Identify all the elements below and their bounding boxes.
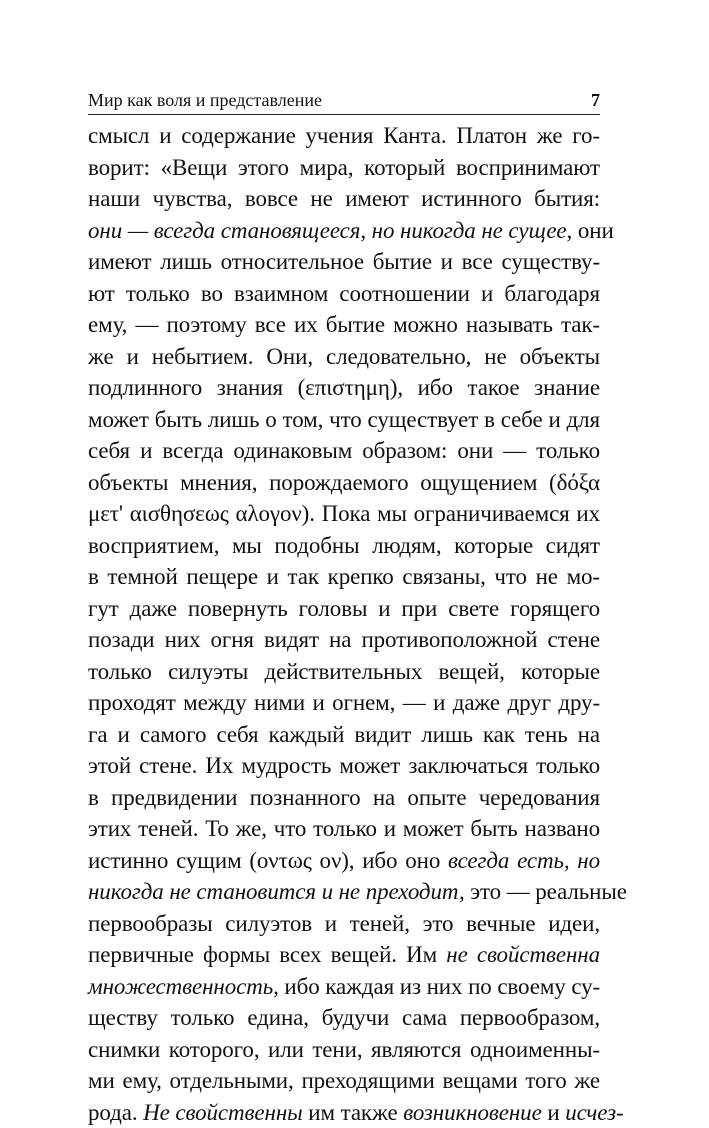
italic-text-segment: они — всегда становящееся, но никогда не сущее, — [88, 218, 572, 243]
text-line — [88, 246, 600, 278]
text-segment: наши чувства, вовсе не имеют истинного бытия: — [88, 186, 600, 211]
text-segment: позади них огня видят на противоположной стене — [88, 627, 600, 652]
text-segment: восприятием, мы подобны людям, которые сидят — [88, 533, 600, 558]
text-segment: истинно сущим (οντως ον), ибо оно — [88, 848, 448, 873]
text-line — [88, 404, 600, 436]
text-line — [88, 1065, 600, 1097]
text-line — [88, 624, 600, 656]
text-line — [88, 498, 600, 530]
text-line — [88, 1097, 600, 1128]
running-header — [88, 86, 600, 115]
running-title: Мир как воля и представление — [88, 86, 322, 114]
text-line — [88, 782, 600, 814]
text-segment: ворит: «Вещи этого мира, который воспринимают — [88, 155, 600, 180]
page-number: 7 — [591, 86, 600, 114]
text-line — [88, 341, 600, 373]
text-line — [88, 813, 600, 845]
book-page — [88, 86, 600, 1086]
text-line — [88, 939, 600, 971]
text-segment: проходят между ними и огнем, — и даже друг дру- — [88, 690, 600, 715]
text-segment: μετ' αισθησεως αλογον). Пока мы ограничиваемся их — [88, 501, 600, 526]
text-segment: снимки которого, или тени, являются одноименны- — [88, 1037, 600, 1062]
text-line — [88, 372, 600, 404]
text-segment: в темной пещере и так крепко связаны, что не мо- — [88, 564, 600, 589]
body-text — [88, 120, 600, 1128]
text-line — [88, 1034, 600, 1066]
text-line — [88, 719, 600, 751]
text-line — [88, 435, 600, 467]
text-segment: же и небытием. Они, следовательно, не объекты — [88, 344, 600, 369]
text-segment: имеют лишь относительное бытие и все существу- — [88, 249, 600, 274]
text-line — [88, 971, 600, 1003]
text-line — [88, 215, 600, 247]
text-segment: рода. — [88, 1100, 143, 1125]
text-line — [88, 593, 600, 625]
italic-text-segment: Не свойственны — [143, 1100, 302, 1125]
text-segment: они — [572, 218, 613, 243]
text-segment: ют только во взаимном соотношении и благодаря — [88, 281, 600, 306]
italic-text-segment: не свойственна — [446, 942, 600, 967]
text-line — [88, 1002, 600, 1034]
text-segment: этой стене. Их мудрость может заключаться только — [88, 753, 600, 778]
text-line — [88, 309, 600, 341]
text-segment: первообразы силуэтов и теней, это вечные идеи, — [88, 911, 600, 936]
text-line — [88, 120, 600, 152]
text-segment: га и самого себя каждый видит лишь как тень на — [88, 722, 600, 747]
text-line — [88, 467, 600, 499]
text-line — [88, 845, 600, 877]
text-segment: и — [542, 1100, 566, 1125]
text-segment: ему, — поэтому все их бытие можно называть так- — [88, 312, 600, 337]
text-segment: гут даже повернуть головы и при свете горящего — [88, 596, 600, 621]
text-segment: первичные формы всех вещей. Им — [88, 942, 446, 967]
text-line — [88, 750, 600, 782]
text-segment: ми ему, отдельными, преходящими вещами того же — [88, 1068, 600, 1093]
text-segment: этих теней. То же, что только и может быть названо — [88, 816, 600, 841]
text-line — [88, 152, 600, 184]
text-segment: только силуэты действительных вещей, которые — [88, 659, 600, 684]
text-line — [88, 561, 600, 593]
italic-text-segment: возникновение — [403, 1100, 541, 1125]
text-segment: это — реальные — [465, 879, 627, 904]
text-line — [88, 278, 600, 310]
text-segment: себя и всегда одинаковым образом: они — только — [88, 438, 600, 463]
text-segment: им также — [303, 1100, 404, 1125]
text-line — [88, 876, 600, 908]
italic-text-segment: множественность, — [88, 974, 279, 999]
text-segment: может быть лишь о том, что существует в себе и для — [88, 407, 600, 432]
text-segment: подлинного знания (επιστημη), ибо такое знание — [88, 375, 600, 400]
text-line — [88, 183, 600, 215]
text-segment: ществу только едина, будучи сама первообразом, — [88, 1005, 600, 1030]
text-segment: ибо каждая из них по своему су- — [279, 974, 600, 999]
text-line — [88, 656, 600, 688]
text-segment: в предвидении познанного на опыте чередования — [88, 785, 600, 810]
text-line — [88, 687, 600, 719]
italic-text-segment: исчез- — [565, 1100, 623, 1125]
text-line — [88, 530, 600, 562]
italic-text-segment: всегда есть, но — [448, 848, 600, 873]
text-segment: смысл и содержание учения Канта. Платон же го- — [88, 123, 600, 148]
text-segment: объекты мнения, порождаемого ощущением (δόξα — [88, 470, 600, 495]
italic-text-segment: никогда не становится и не преходит, — [88, 879, 465, 904]
text-line — [88, 908, 600, 940]
